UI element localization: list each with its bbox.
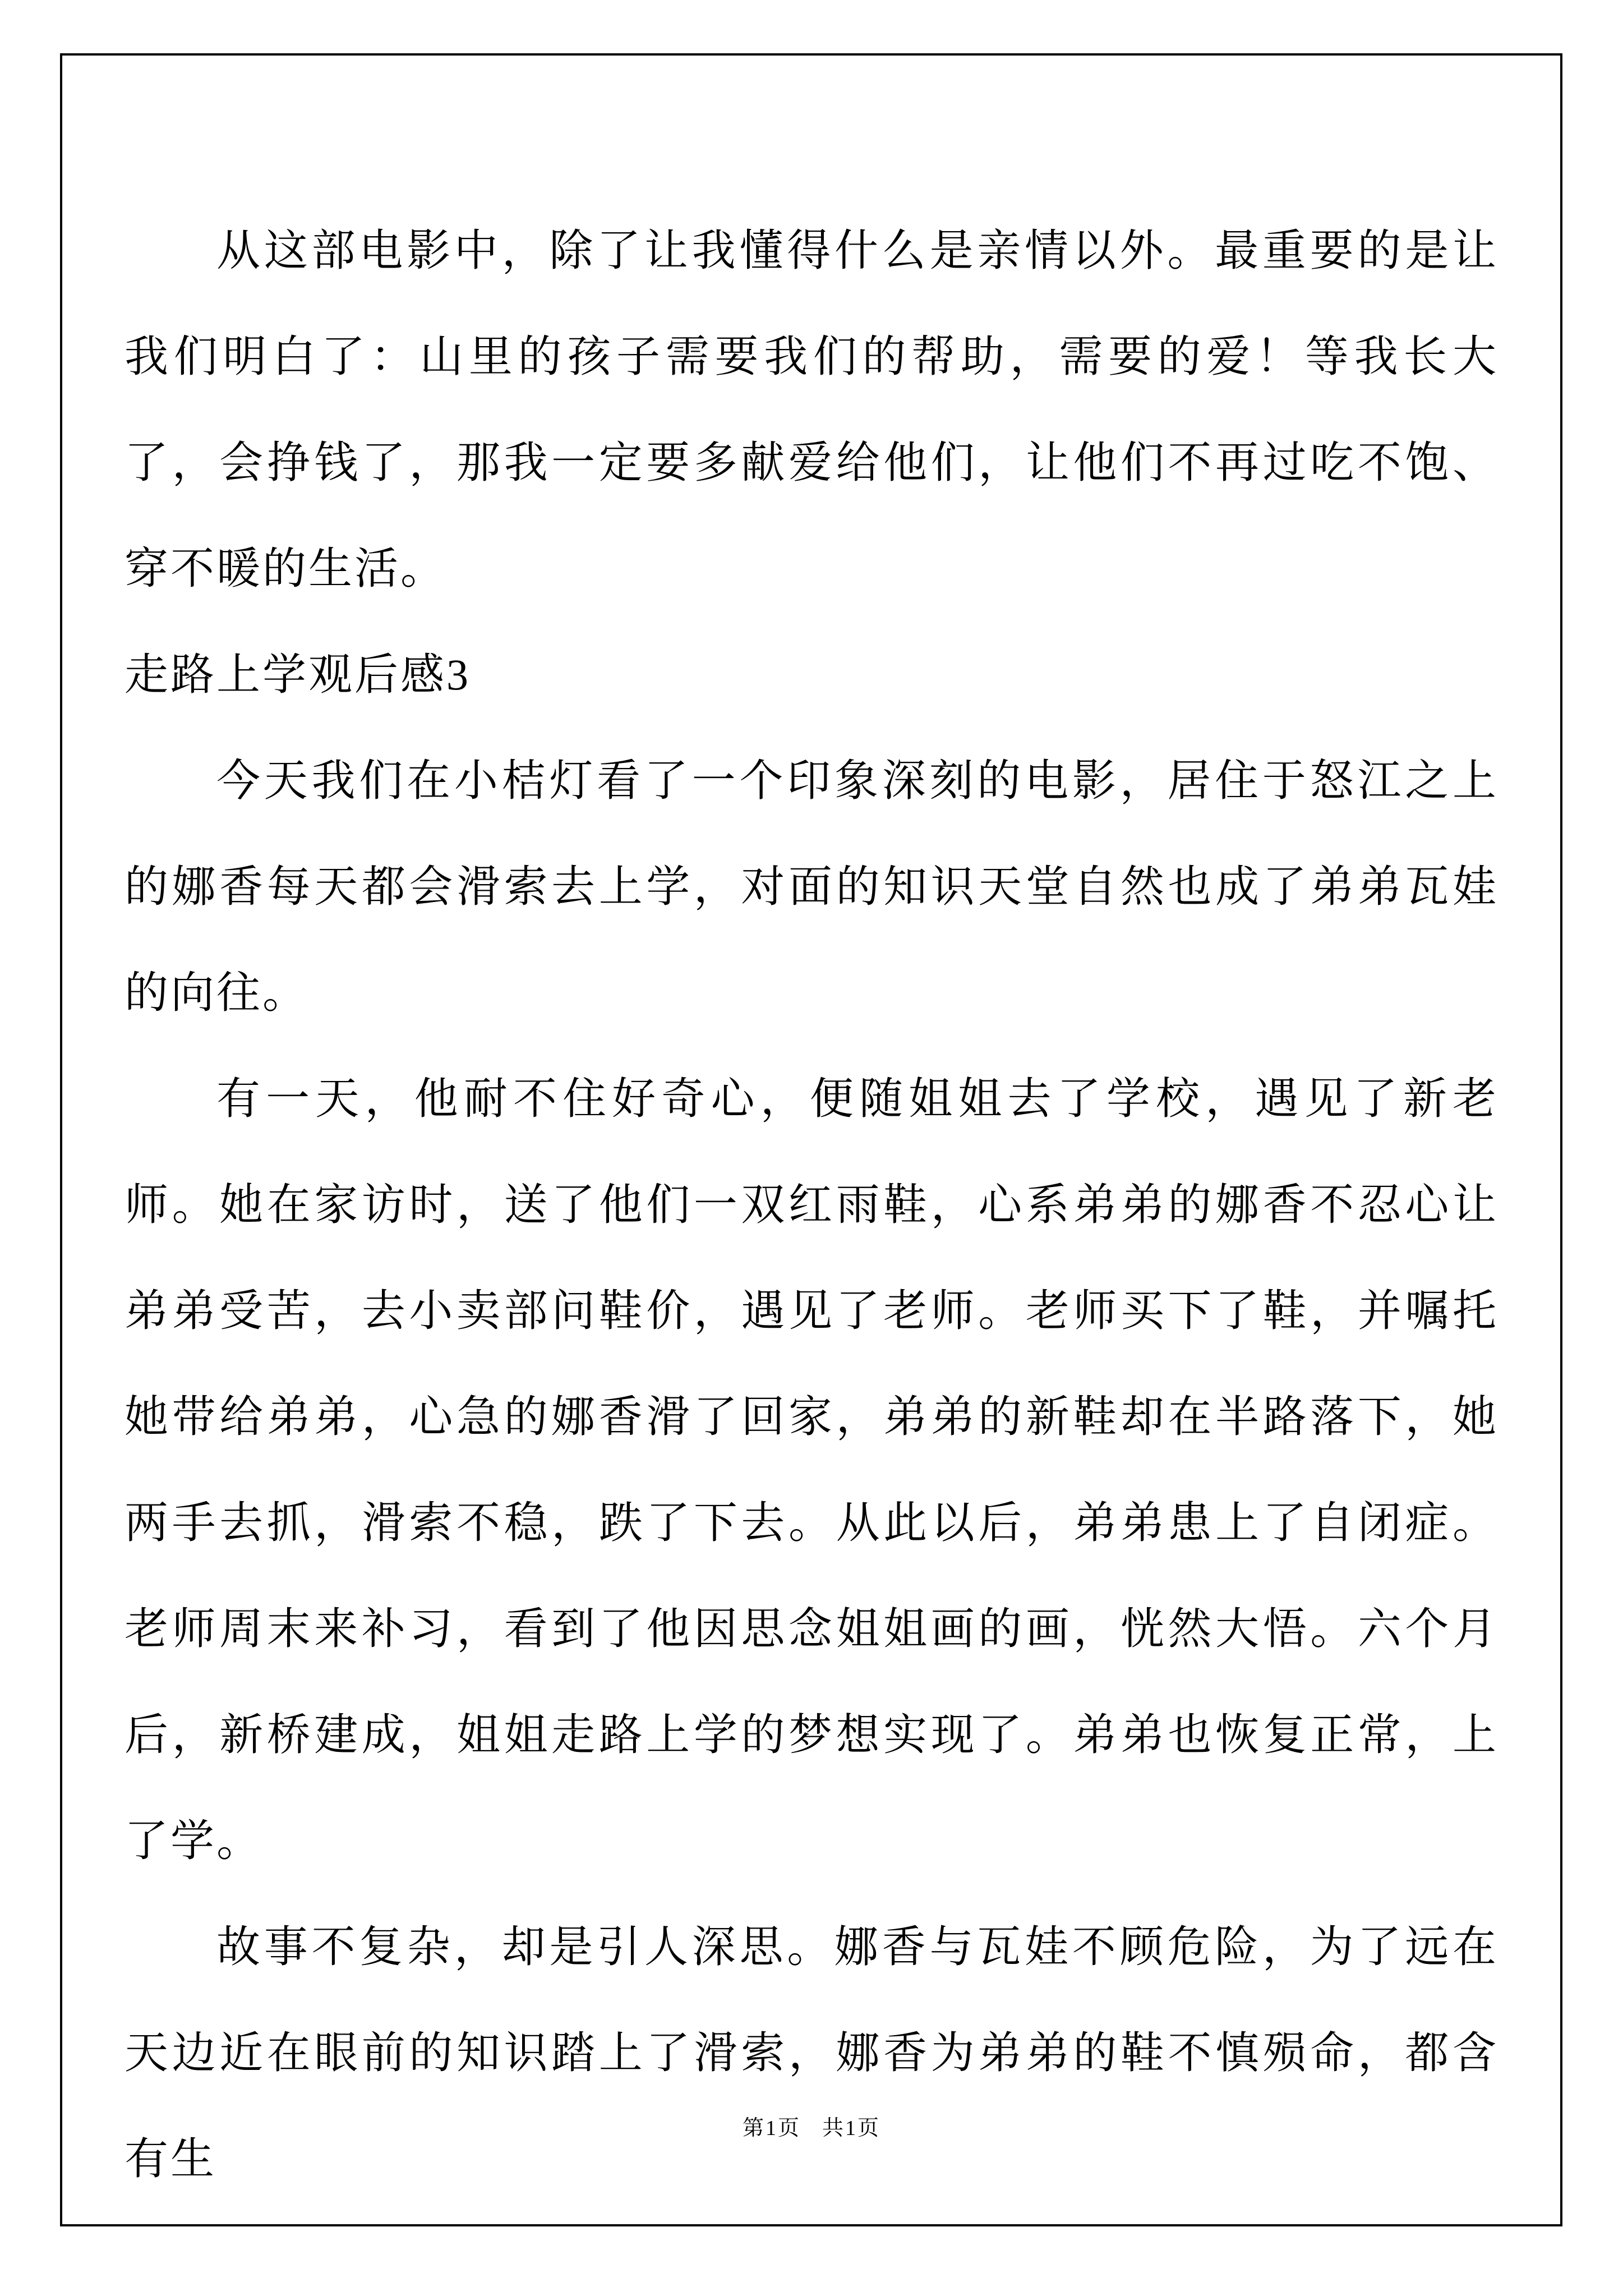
body-paragraph: 故事不复杂，却是引人深思。娜香与瓦娃不顾危险，为了远在天边近在眼前的知识踏上了滑索，娜香为弟弟的鞋不慎殒命，都含有生 <box>125 1922 1498 2183</box>
section-heading: 走路上学观后感3 <box>125 650 471 699</box>
body-paragraph: 从这部电影中，除了让我懂得什么是亲情以外。最重要的是让我们明白了：山里的孩子需要我们的帮助，需要的爱！等我长大了，会挣钱了，那我一定要多献爱给他们，让他们不再过吃不饱、穿不暖的生活。 <box>125 226 1498 593</box>
page-total-label: 共1页 <box>822 2116 881 2140</box>
document-content <box>125 197 1498 2212</box>
body-paragraph: 有一天，他耐不住好奇心，便随姐姐去了学校，遇见了新老师。她在家访时，送了他们一双红雨鞋，心系弟弟的娜香不忍心让弟弟受苦，去小卖部问鞋价，遇见了老师。老师买下了鞋，并嘱托她带给弟弟，心急的娜香滑了回家，弟弟的新鞋却在半路落下，她两手去抓，滑索不稳，跌了下去。从此以后，弟弟患上了自闭症。老师周末来补习，看到了他因思念姐姐画的画，恍然大悟。六个月后，新桥建成，姐姐走路上学的梦想实现了。弟弟也恢复正常，上了学。 <box>125 1074 1498 1865</box>
page-footer <box>0 2110 1623 2141</box>
page-number-label: 第1页 <box>742 2116 801 2140</box>
body-paragraph: 今天我们在小桔灯看了一个印象深刻的电影，居住于怒江之上的娜香每天都会滑索去上学，对面的知识天堂自然也成了弟弟瓦娃的向往。 <box>125 756 1498 1017</box>
